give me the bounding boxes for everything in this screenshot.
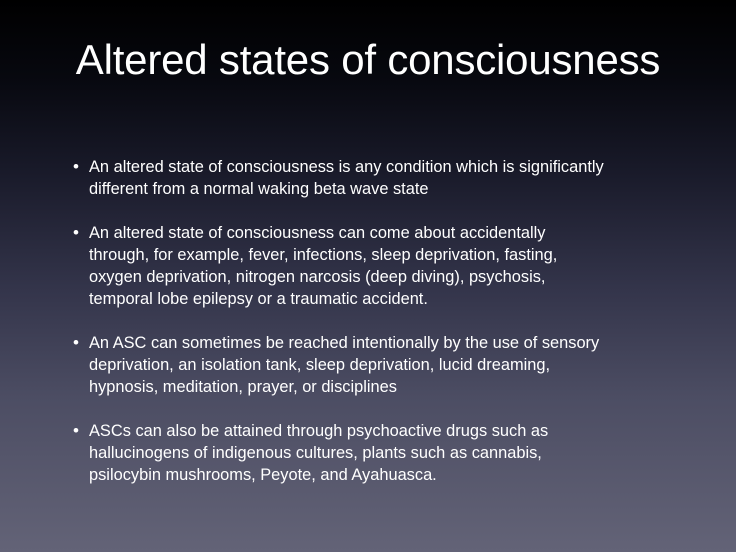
bullet-text-line: hallucinogens of indigenous cultures, plants such as cannabis, (89, 444, 542, 462)
slide-title: Altered states of consciousness (75, 36, 661, 83)
bullet-dot-icon: • (73, 421, 79, 440)
bullet-item (0, 332, 736, 398)
bullet-text-line: ASCs can also be attained through psychoactive drugs such as (89, 422, 549, 440)
bullet-dot-icon: • (73, 157, 79, 176)
bullet-item (0, 420, 736, 486)
bullet-text-line: oxygen deprivation, nitrogen narcosis (deep diving), psychosis, (89, 268, 546, 286)
bullet-dot-icon: • (73, 333, 79, 352)
bullet-text-line: An ASC can sometimes be reached intentionally by the use of sensory (89, 334, 600, 352)
bullet-text-line: hypnosis, meditation, prayer, or disciplines (89, 378, 397, 396)
bullet-text-line: An altered state of consciousness is any condition which is significantly (89, 158, 604, 176)
bullet-text-line: different from a normal waking beta wave state (89, 180, 429, 198)
bullet-list (0, 156, 736, 508)
bullet-text-line: psilocybin mushrooms, Peyote, and Ayahuasca. (89, 466, 437, 484)
bullet-item (0, 156, 736, 200)
bullet-dot-icon: • (73, 223, 79, 242)
bullet-text-line: through, for example, fever, infections, sleep deprivation, fasting, (89, 246, 558, 264)
bullet-item (0, 222, 736, 310)
bullet-text-line: deprivation, an isolation tank, sleep deprivation, lucid dreaming, (89, 356, 551, 374)
bullet-text-line: An altered state of consciousness can come about accidentally (89, 224, 546, 242)
bullet-text-line: temporal lobe epilepsy or a traumatic accident. (89, 290, 428, 308)
